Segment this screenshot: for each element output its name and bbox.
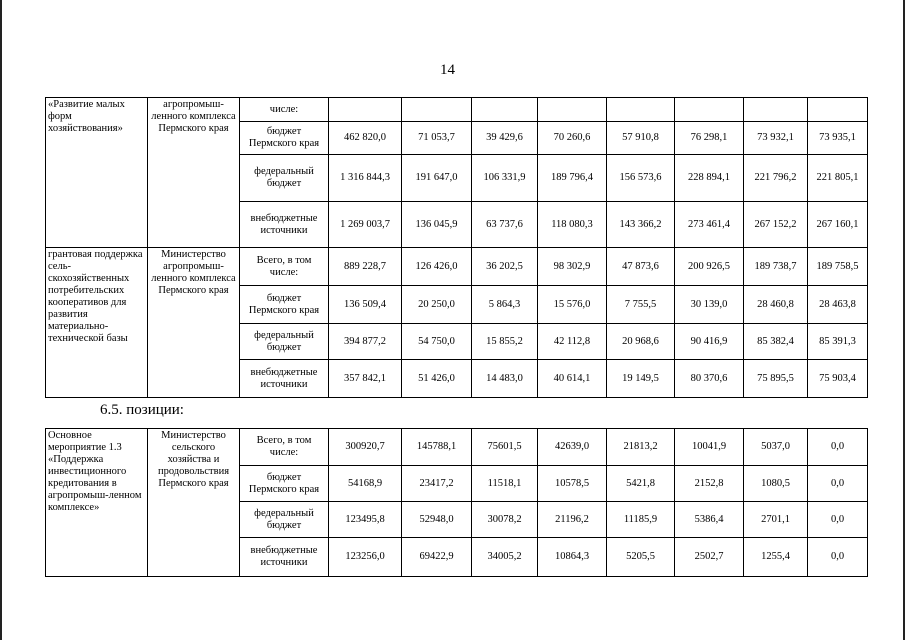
funding-source-cell: Всего, в том числе:: [240, 248, 329, 286]
value-cell: 73 932,1: [744, 122, 808, 155]
value-cell: [329, 98, 402, 122]
value-cell: 42639,0: [538, 429, 607, 466]
value-cell: 189 796,4: [538, 155, 607, 202]
value-cell: 54168,9: [329, 466, 402, 502]
value-cell: 75 895,5: [744, 360, 808, 398]
value-cell: 39 429,6: [472, 122, 538, 155]
value-cell: 1 269 003,7: [329, 202, 402, 248]
value-cell: 21196,2: [538, 502, 607, 538]
value-cell: 2152,8: [675, 466, 744, 502]
value-cell: 10864,3: [538, 538, 607, 577]
value-cell: 145788,1: [402, 429, 472, 466]
funding-source-cell: внебюджетные источники: [240, 202, 329, 248]
value-cell: 20 968,6: [607, 324, 675, 360]
value-cell: 143 366,2: [607, 202, 675, 248]
value-cell: 51 426,0: [402, 360, 472, 398]
value-cell: 28 463,8: [808, 286, 868, 324]
value-cell: [808, 98, 868, 122]
value-cell: 57 910,8: [607, 122, 675, 155]
value-cell: 54 750,0: [402, 324, 472, 360]
value-cell: 75601,5: [472, 429, 538, 466]
value-cell: 136 045,9: [402, 202, 472, 248]
value-cell: 189 758,5: [808, 248, 868, 286]
value-cell: 42 112,8: [538, 324, 607, 360]
value-cell: 23417,2: [402, 466, 472, 502]
value-cell: 70 260,6: [538, 122, 607, 155]
value-cell: 5 864,3: [472, 286, 538, 324]
value-cell: 394 877,2: [329, 324, 402, 360]
value-cell: 69422,9: [402, 538, 472, 577]
value-cell: 221 796,2: [744, 155, 808, 202]
program-funding-table: [45, 97, 868, 398]
value-cell: 156 573,6: [607, 155, 675, 202]
value-cell: 7 755,5: [607, 286, 675, 324]
value-cell: 5037,0: [744, 429, 808, 466]
value-cell: [402, 98, 472, 122]
funding-source-cell: федеральный бюджет: [240, 324, 329, 360]
funding-source-cell: бюджет Пермского края: [240, 466, 329, 502]
scan-edge-left: [0, 0, 2, 640]
value-cell: 34005,2: [472, 538, 538, 577]
funding-source-cell: федеральный бюджет: [240, 502, 329, 538]
value-cell: [675, 98, 744, 122]
funding-source-cell: бюджет Пермского края: [240, 122, 329, 155]
program-name-cell: «Развитие малых форм хозяйствования»: [46, 98, 148, 248]
value-cell: 126 426,0: [402, 248, 472, 286]
funding-source-cell: бюджет Пермского края: [240, 286, 329, 324]
funding-source-cell: федеральный бюджет: [240, 155, 329, 202]
value-cell: 0,0: [808, 502, 868, 538]
value-cell: 1 316 844,3: [329, 155, 402, 202]
value-cell: 5421,8: [607, 466, 675, 502]
value-cell: 0,0: [808, 538, 868, 577]
value-cell: 267 152,2: [744, 202, 808, 248]
value-cell: 2701,1: [744, 502, 808, 538]
value-cell: 1255,4: [744, 538, 808, 577]
value-cell: 5386,4: [675, 502, 744, 538]
value-cell: 11518,1: [472, 466, 538, 502]
funding-source-cell: внебюджетные источники: [240, 360, 329, 398]
funding-source-cell: числе:: [240, 98, 329, 122]
value-cell: 90 416,9: [675, 324, 744, 360]
section-heading: 6.5. позиции:: [100, 402, 184, 418]
value-cell: 221 805,1: [808, 155, 868, 202]
value-cell: 19 149,5: [607, 360, 675, 398]
value-cell: 73 935,1: [808, 122, 868, 155]
value-cell: 2502,7: [675, 538, 744, 577]
table-row: [46, 429, 868, 466]
funding-source-cell: внебюджетные источники: [240, 538, 329, 577]
value-cell: 15 855,2: [472, 324, 538, 360]
value-cell: 228 894,1: [675, 155, 744, 202]
value-cell: 85 391,3: [808, 324, 868, 360]
value-cell: 1080,5: [744, 466, 808, 502]
value-cell: 0,0: [808, 429, 868, 466]
value-cell: 10041,9: [675, 429, 744, 466]
value-cell: 98 302,9: [538, 248, 607, 286]
executor-cell: Министерство сельского хозяйства и продовольствия Пермского края: [148, 429, 240, 577]
value-cell: 30078,2: [472, 502, 538, 538]
value-cell: [472, 98, 538, 122]
value-cell: 123495,8: [329, 502, 402, 538]
value-cell: 462 820,0: [329, 122, 402, 155]
value-cell: 11185,9: [607, 502, 675, 538]
value-cell: 20 250,0: [402, 286, 472, 324]
value-cell: 85 382,4: [744, 324, 808, 360]
value-cell: 47 873,6: [607, 248, 675, 286]
value-cell: 40 614,1: [538, 360, 607, 398]
table-row: [46, 248, 868, 286]
value-cell: 267 160,1: [808, 202, 868, 248]
value-cell: 200 926,5: [675, 248, 744, 286]
executor-cell: Министерство агропромыш-ленного комплекса Пермского края: [148, 248, 240, 398]
value-cell: 63 737,6: [472, 202, 538, 248]
value-cell: 30 139,0: [675, 286, 744, 324]
value-cell: [538, 98, 607, 122]
value-cell: 14 483,0: [472, 360, 538, 398]
value-cell: 28 460,8: [744, 286, 808, 324]
value-cell: [744, 98, 808, 122]
value-cell: 15 576,0: [538, 286, 607, 324]
value-cell: 71 053,7: [402, 122, 472, 155]
value-cell: 21813,2: [607, 429, 675, 466]
value-cell: 80 370,6: [675, 360, 744, 398]
table-row: [46, 98, 868, 122]
investment-credit-table: [45, 428, 868, 577]
value-cell: 136 509,4: [329, 286, 402, 324]
value-cell: 106 331,9: [472, 155, 538, 202]
value-cell: 76 298,1: [675, 122, 744, 155]
value-cell: 36 202,5: [472, 248, 538, 286]
measure-name-cell: Основное мероприятие 1.3 «Поддержка инвестиционного кредитования в агропромыш-ленном комплексе»: [46, 429, 148, 577]
value-cell: 75 903,4: [808, 360, 868, 398]
funding-source-cell: Всего, в том числе:: [240, 429, 329, 466]
value-cell: 118 080,3: [538, 202, 607, 248]
value-cell: 273 461,4: [675, 202, 744, 248]
value-cell: 5205,5: [607, 538, 675, 577]
value-cell: 189 738,7: [744, 248, 808, 286]
value-cell: 10578,5: [538, 466, 607, 502]
value-cell: 889 228,7: [329, 248, 402, 286]
executor-cell: агропромыш-ленного комплекса Пермского края: [148, 98, 240, 248]
value-cell: 0,0: [808, 466, 868, 502]
grant-name-cell: грантовая поддержка сель-скохозяйственных потребительских кооперативов для развития материально-технической базы: [46, 248, 148, 398]
value-cell: [607, 98, 675, 122]
value-cell: 191 647,0: [402, 155, 472, 202]
value-cell: 357 842,1: [329, 360, 402, 398]
value-cell: 300920,7: [329, 429, 402, 466]
value-cell: 123256,0: [329, 538, 402, 577]
value-cell: 52948,0: [402, 502, 472, 538]
page-number: 14: [440, 62, 455, 78]
